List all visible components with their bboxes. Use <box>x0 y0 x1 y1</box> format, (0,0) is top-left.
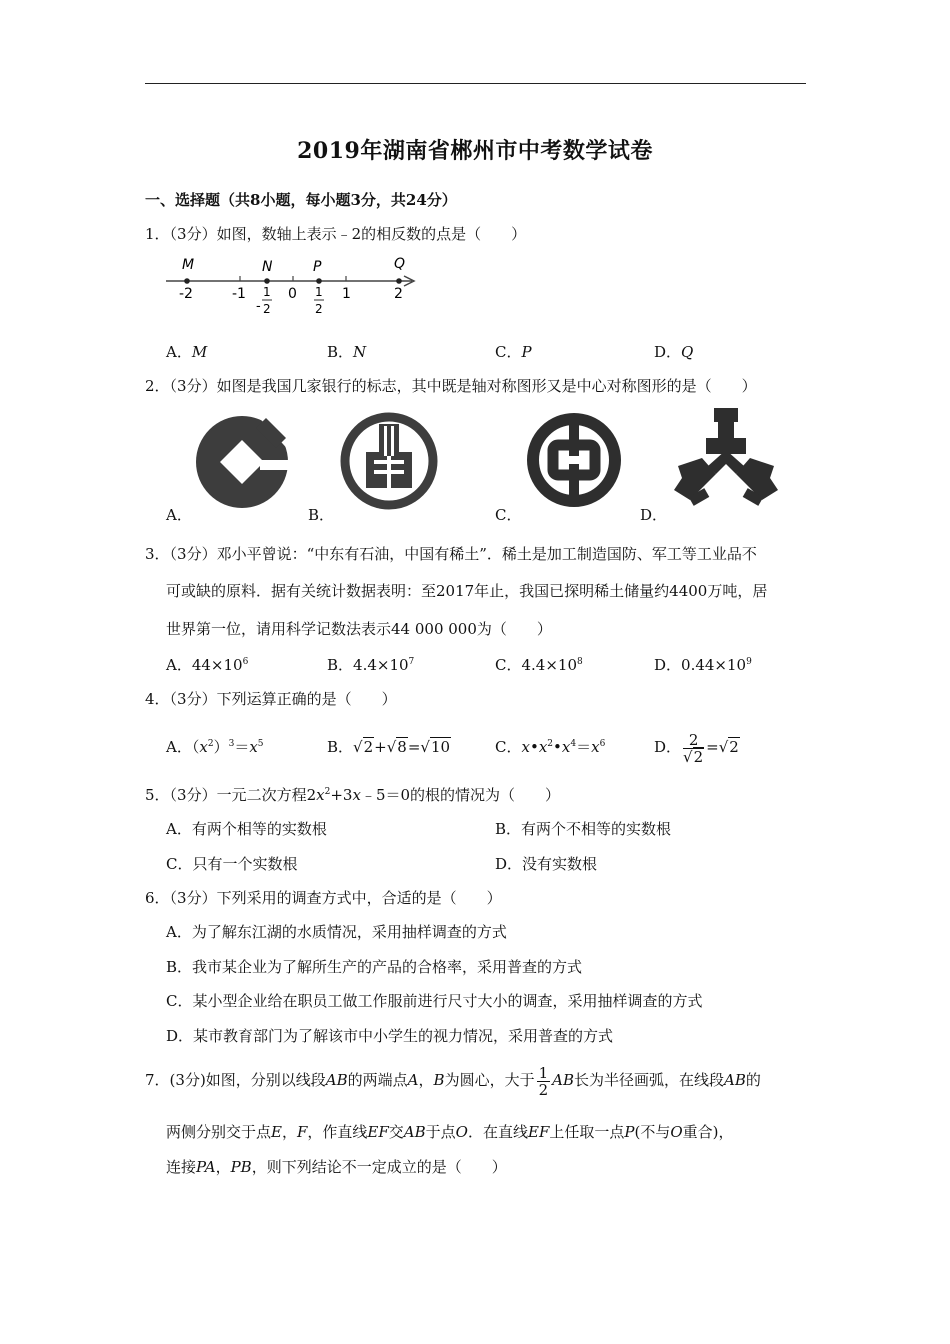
tick-label-half-den-n: 2 <box>263 302 271 316</box>
tick-label-0: 0 <box>288 286 297 302</box>
number-line-figure <box>160 252 430 322</box>
q5-option-b: B．有两个不相等的实数根 <box>495 820 672 838</box>
question-5-stem: 5．（3分）一元二次方程$2x^2+3x﹣5=0$的根的情况为（ ） <box>145 786 561 804</box>
point-label-n: N <box>262 259 273 275</box>
q2-option-b: B． <box>308 506 335 524</box>
tick-label-1: 1 <box>342 286 351 302</box>
page-title: 2019年湖南省郴州市中考数学试卷 <box>297 138 653 164</box>
question-4-stem: 4．（3分）下列运算正确的是（ ） <box>145 690 397 708</box>
tick-label-half-num-p: 1 <box>315 285 323 299</box>
question-3-line-3: 世界第一位，请用科学记数法表示44 000 000为（ ） <box>166 620 552 638</box>
q2-option-c: C． <box>495 506 522 524</box>
q1-option-b: B．N <box>327 343 367 361</box>
point-q-dot <box>396 278 402 284</box>
tick-label-neg2: -2 <box>179 286 193 302</box>
q3-option-a: A．$44\times 10^6$ <box>166 656 249 674</box>
q6-option-b: B．我市某企业为了解所生产的产品的合格率，采用普查的方式 <box>166 958 583 976</box>
q4-option-a: A．$(x^2)^3=x^5$ <box>166 738 264 756</box>
point-m-dot <box>184 278 190 284</box>
radical-icon: √ <box>353 738 363 756</box>
q3-option-c: C．$4.4\times 10^8$ <box>495 656 583 674</box>
fraction: $\frac{2}{√2}$ <box>683 730 704 766</box>
q3-option-d: D．$0.44\times 10^9$ <box>654 656 752 674</box>
question-7-line-1: 7．(3分)如图，分别以线段AB的两端点A，B为圆心，大于 $\frac{1}{2}$ AB长为半径画弧，在线段AB的 <box>145 1063 761 1099</box>
section-heading: 一、选择题（共8小题，每小题3分，共24分） <box>145 191 457 209</box>
q6-option-d: D．某市教育部门为了解该市中小学生的视力情况，采用普查的方式 <box>166 1027 614 1045</box>
radical-icon: √ <box>683 747 693 766</box>
q1-option-c: C．P <box>495 343 532 361</box>
ccb-logo-icon <box>196 412 292 508</box>
question-7-line-2: 两侧分别交于点E，F，作直线EF交AB于点O．在直线EF上任取一点P(不与O重合)， <box>166 1123 734 1141</box>
radical-icon: √ <box>420 738 430 756</box>
point-n-dot <box>264 278 270 284</box>
q5-option-a: A．有两个相等的实数根 <box>166 820 327 838</box>
tick-label-2: 2 <box>394 286 403 302</box>
q6-option-a: A．为了解东江湖的水质情况，采用抽样调查的方式 <box>166 923 507 941</box>
tick-label-neg1: -1 <box>232 286 246 302</box>
header-rule <box>145 83 806 84</box>
q6-option-c: C．某小型企业给在职员工做工作服前进行尺寸大小的调查，采用抽样调查的方式 <box>166 992 703 1010</box>
q5-option-c: C．只有一个实数根 <box>166 855 298 873</box>
radical-icon: √ <box>718 738 729 756</box>
q4-option-c: C．$x•x^2•x^4=x^6$ <box>495 738 606 756</box>
q1-option-a: A．M <box>166 343 208 361</box>
icbc-logo-icon <box>670 408 782 508</box>
boc-logo-icon <box>526 412 622 508</box>
question-3-line-1: 3．（3分）邓小平曾说：“中东有石油，中国有稀土”．稀土是加工制造国防、军工等工业品不 <box>145 545 757 563</box>
q1-option-d: D．Q <box>654 343 694 361</box>
q4-option-b: B．√2+√8=√10 <box>327 738 451 756</box>
question-6-stem: 6．（3分）下列采用的调查方式中，合适的是（ ） <box>145 889 502 907</box>
question-7-line-3: 连接PA，PB，则下列结论不一定成立的是（ ） <box>166 1158 507 1176</box>
abc-logo-icon <box>340 412 438 510</box>
tick-label-half-num-n: 1 <box>263 285 271 299</box>
question-1-stem: 1．（3分）如图，数轴上表示﹣2的相反数的点是（ ） <box>145 225 527 243</box>
radical-icon: √ <box>386 738 397 756</box>
point-p-dot <box>316 278 322 284</box>
fraction: $\frac{1}{2}$ <box>538 1063 549 1099</box>
point-label-q: Q <box>394 256 406 272</box>
point-label-p: P <box>313 259 322 275</box>
tick-label-neg-sign: - <box>256 299 261 314</box>
q2-option-d: D． <box>640 506 668 524</box>
q4-option-d: D． $\frac{2}{√2}$ =√2 <box>654 730 739 766</box>
q5-option-d: D．没有实数根 <box>495 855 598 873</box>
q3-option-b: B．$4.4\times 10^7$ <box>327 656 415 674</box>
question-2-stem: 2．（3分）如图是我国几家银行的标志，其中既是轴对称图形又是中心对称图形的是（ ） <box>145 377 757 395</box>
q2-option-a: A． <box>166 506 192 524</box>
tick-label-half-den-p: 2 <box>315 302 323 316</box>
point-label-m: M <box>182 257 195 273</box>
question-3-line-2: 可或缺的原料．据有关统计数据表明：至2017年止，我国已探明稀土储量约4400万吨，居 <box>166 582 768 600</box>
